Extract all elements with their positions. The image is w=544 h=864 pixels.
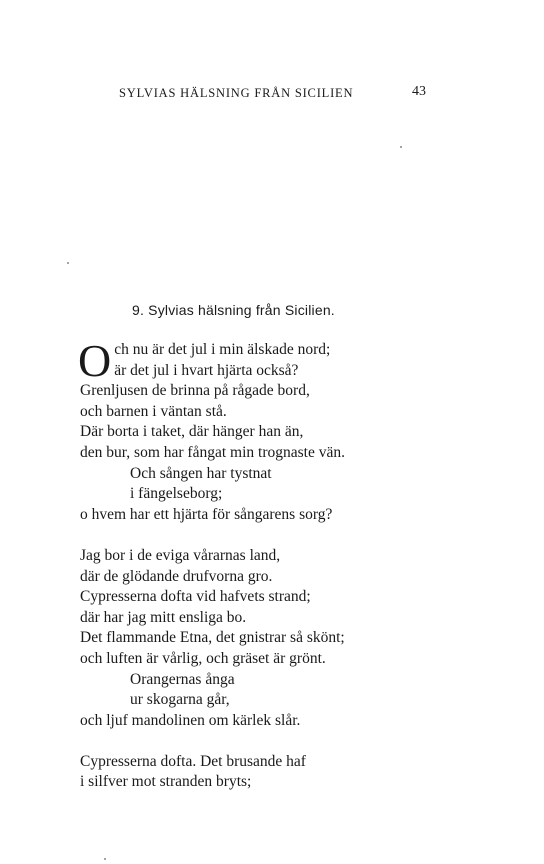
poem-body (78, 335, 520, 793)
poem-line: ur skogarna går, (130, 691, 230, 709)
poem-title: 9. Sylvias hälsning från Sicilien. (132, 302, 335, 318)
poem-line: ch nu är det jul i min älskade nord; (114, 341, 331, 358)
poem-line: Orangernas ånga (130, 670, 235, 688)
stanza-3 (80, 752, 520, 793)
poem-line: Cypresserna dofta vid hafvets strand; (80, 588, 311, 606)
stanza-2 (80, 546, 520, 731)
poem-line: den bur, som har fångat min trognaste vän. (80, 443, 345, 461)
poem-line: Grenljusen de brinna på rågade bord, (80, 382, 310, 400)
poem-line: och barnen i väntan stå. (80, 402, 227, 420)
page-number: 43 (412, 84, 426, 99)
drop-cap: O (78, 335, 112, 386)
poem-line: där de glödande drufvorna gro. (80, 567, 273, 585)
poem-line: Det flammande Etna, det gnistrar så skönt; (80, 629, 345, 647)
poem-line: i fängelseborg; (130, 485, 223, 503)
paper-speck (400, 146, 402, 148)
poem-line: Där borta i taket, där hänger han än, (80, 423, 304, 441)
paper-speck (67, 262, 69, 264)
poem-line: och luften är vårlig, och gräset är grönt. (80, 649, 326, 667)
poem-line: Jag bor i de eviga vårarnas land, (80, 546, 281, 564)
poem-line: där har jag mitt ensliga bo. (80, 608, 247, 626)
poem-line: Cypresserna dofta. Det brusande haf (80, 752, 306, 770)
poem-line: i silfver mot stranden bryts; (80, 773, 252, 791)
poem-line: Och sången har tystnat (130, 464, 272, 482)
poem-line: är det jul i hvart hjärta också? (114, 361, 299, 379)
poem-line: och ljuf mandolinen om kärlek slår. (80, 711, 301, 729)
stanza-1 (78, 335, 520, 525)
paper-speck (104, 858, 106, 860)
running-title: SYLVIAS HÄLSNING FRÅN SICILIEN (119, 86, 354, 100)
poem-line: o hvem har ett hjärta för sångarens sorg? (80, 505, 333, 523)
